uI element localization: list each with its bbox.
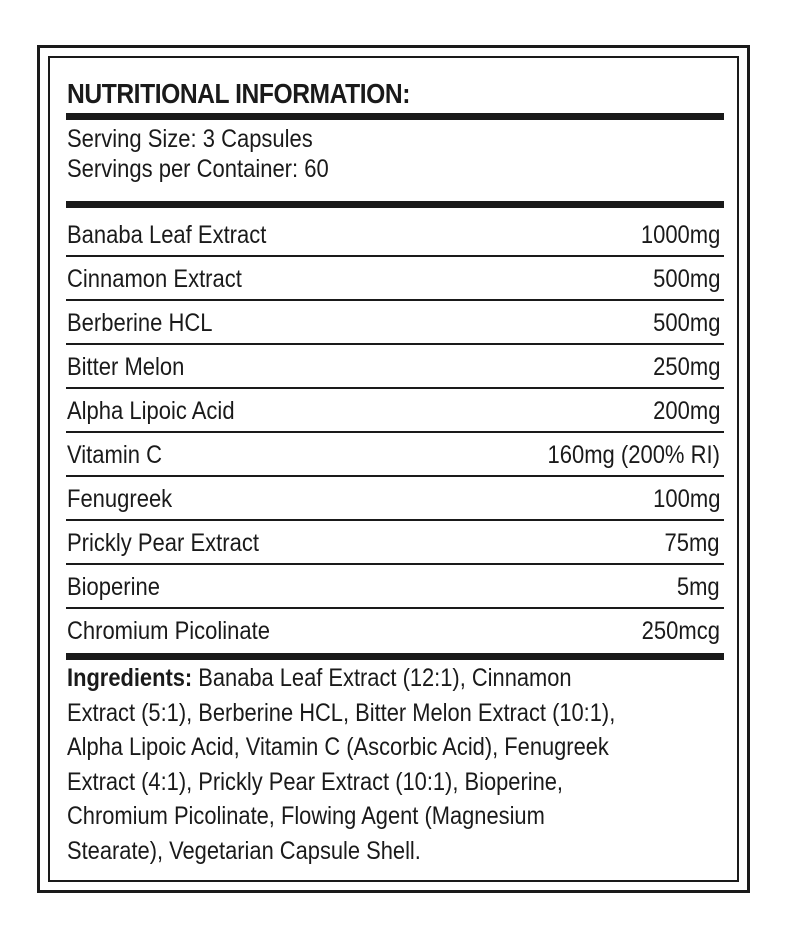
table-row	[66, 433, 724, 477]
ingredients-line: Banaba Leaf Extract (12:1), Cinnamon	[192, 664, 572, 692]
servings-per-container: Servings per Container: 60	[67, 155, 329, 183]
title-divider	[66, 113, 724, 120]
nutrient-name: Fenugreek	[67, 485, 173, 513]
label-outer-border	[37, 45, 750, 893]
ingredients-text	[67, 661, 732, 868]
nutrient-table	[66, 213, 724, 653]
nutrient-name: Bitter Melon	[67, 353, 185, 381]
nutrient-name: Bioperine	[67, 573, 160, 601]
table-row	[66, 213, 724, 257]
table-row	[66, 301, 724, 345]
nutrient-amount: 100mg	[652, 485, 720, 513]
nutrient-amount: 250mg	[652, 353, 720, 381]
nutrient-name: Alpha Lipoic Acid	[67, 397, 235, 425]
ingredients-line: Extract (5:1), Berberine HCL, Bitter Melon Extract (10:1),	[67, 698, 616, 727]
table-row	[66, 257, 724, 301]
nutrient-name: Berberine HCL	[67, 309, 213, 337]
ingredients-line: Extract (4:1), Prickly Pear Extract (10:1), Bioperine,	[67, 767, 564, 796]
nutrient-name: Prickly Pear Extract	[67, 529, 259, 557]
nutrient-amount: 250mcg	[641, 617, 720, 645]
label-title: NUTRITIONAL INFORMATION:	[67, 78, 411, 109]
table-row	[66, 389, 724, 433]
ingredients-divider	[66, 653, 724, 660]
nutrient-name: Banaba Leaf Extract	[67, 221, 267, 249]
nutrient-name: Vitamin C	[67, 441, 162, 469]
table-row	[66, 565, 724, 609]
nutrient-amount: 160mg (200% RI)	[547, 441, 720, 469]
ingredients-line: Alpha Lipoic Acid, Vitamin C (Ascorbic Acid), Fenugreek	[67, 733, 609, 761]
table-row	[66, 477, 724, 521]
nutrient-amount: 75mg	[664, 529, 720, 557]
serving-size: Serving Size: 3 Capsules	[67, 125, 313, 153]
nutrient-name: Chromium Picolinate	[67, 617, 270, 645]
nutrient-amount: 1000mg	[640, 221, 720, 249]
serving-divider	[66, 201, 724, 208]
nutrient-amount: 500mg	[652, 309, 720, 337]
ingredients-label: Ingredients:	[67, 664, 193, 692]
nutrient-name: Cinnamon Extract	[67, 265, 242, 293]
ingredients-line: Stearate), Vegetarian Capsule Shell.	[67, 836, 421, 865]
nutrient-amount: 200mg	[652, 397, 720, 425]
nutrient-amount: 500mg	[652, 265, 720, 293]
ingredients-line: Chromium Picolinate, Flowing Agent (Magnesium	[67, 802, 545, 830]
table-row	[66, 345, 724, 389]
nutrient-amount: 5mg	[677, 573, 720, 601]
label-inner-border	[48, 56, 739, 882]
table-row	[66, 609, 724, 653]
table-row	[66, 521, 724, 565]
